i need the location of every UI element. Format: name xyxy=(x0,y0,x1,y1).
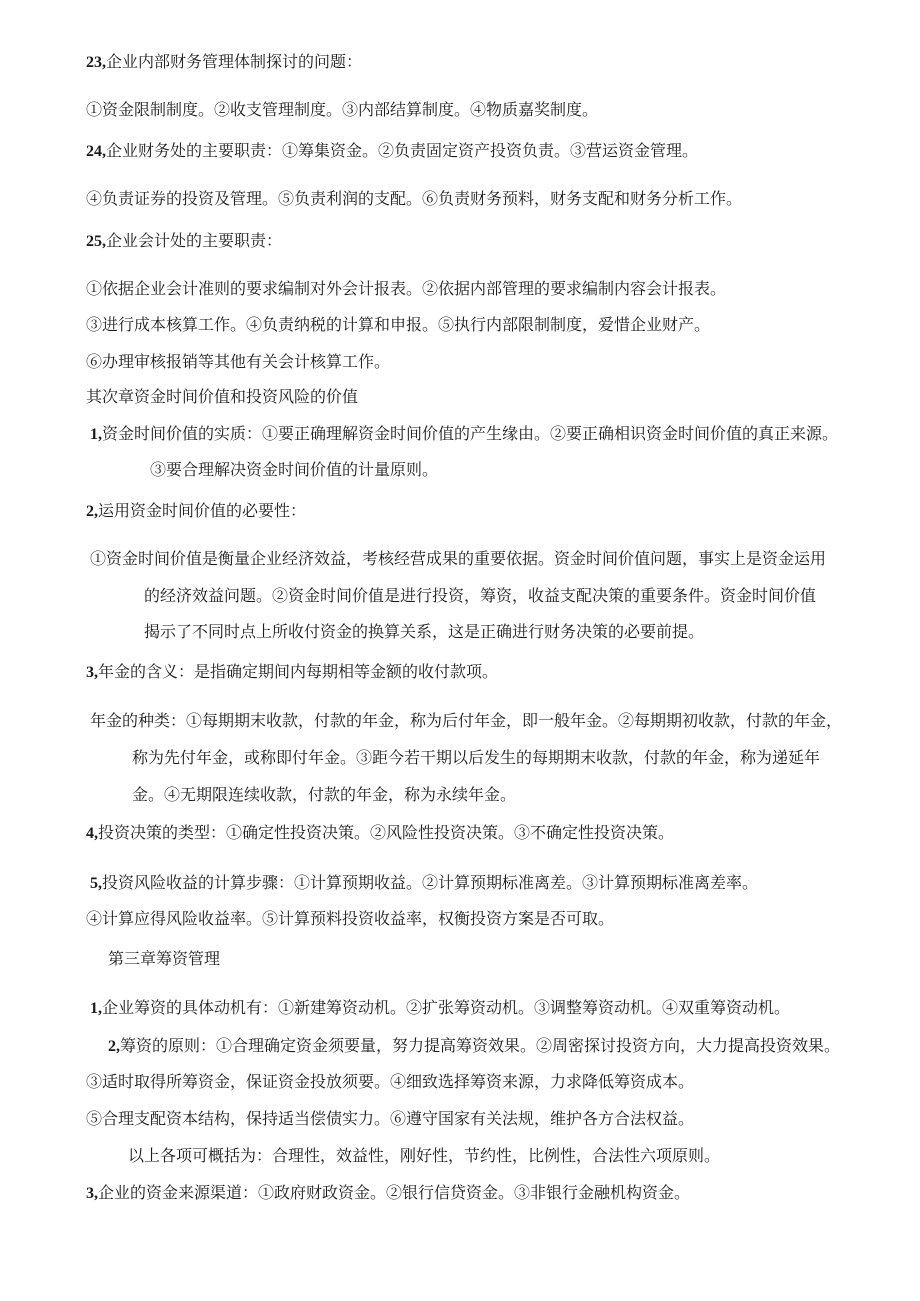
ch3-item-3: 3,企业的资金来源渠道：①政府财政资金。②银行信贷资金。③非银行金融机构资金。 xyxy=(86,1183,691,1202)
text-line: 金。④无期限连续收款，付款的年金，称为永续年金。 xyxy=(132,785,517,804)
text-line: ③要合理解决资金时间价值的计量原则。 xyxy=(150,460,439,479)
text-line: 揭示了不同时点上所收付资金的换算关系，这是正确进行财务决策的必要前提。 xyxy=(144,622,705,641)
text-line: 以上各项可概括为：合理性，效益性，刚好性，节约性，比例性，合法性六项原则。 xyxy=(128,1146,721,1165)
text-line: 年金的种类：①每期期末收款，付款的年金，称为后付年金，即一般年金。②每期期初收款，付款的年金， xyxy=(90,711,843,730)
chapter-3-title: 第三章筹资管理 xyxy=(108,949,221,968)
text-line: ①资金时间价值是衡量企业经济效益，考核经营成果的重要依据。资金时间价值问题，事实上是资金运用 xyxy=(90,549,827,568)
text-line: ①资金限制制度。②收支管理制度。③内部结算制度。④物质嘉奖制度。 xyxy=(86,100,599,119)
text-line: ⑤合理支配资本结构，保持适当偿债实力。⑥遵守国家有关法规，维护各方合法权益。 xyxy=(86,1109,695,1128)
text-line: ④计算应得风险收益率。⑤计算预料投资收益率，权衡投资方案是否可取。 xyxy=(86,909,615,928)
text-line: ⑥办理审核报销等其他有关会计核算工作。 xyxy=(86,352,391,371)
text-line: 称为先付年金，或称即付年金。③距今若干期以后发生的每期期末收款，付款的年金，称为递延年 xyxy=(132,748,821,767)
item-23-heading: 23,企业内部财务管理体制探讨的问题： xyxy=(86,52,363,71)
text-line: ①依据企业会计准则的要求编制对外会计报表。②依据内部管理的要求编制内容会计报表。 xyxy=(86,279,727,298)
ch2-item-1: 1,资金时间价值的实质：①要正确理解资金时间价值的产生缘由。②要正确相识资金时间价值的真正来源。 xyxy=(90,424,839,443)
ch2-item-4: 4,投资决策的类型：①确定性投资决策。②风险性投资决策。③不确定性投资决策。 xyxy=(86,823,675,842)
ch3-item-2: 2,筹资的原则：①合理确定资金须要量，努力提高筹资效果。②周密探讨投资方向，大力提高投资效果。 xyxy=(108,1036,841,1055)
ch2-item-5: 5,投资风险收益的计算步骤：①计算预期收益。②计算预期标准离差。③计算预期标准离差率。 xyxy=(90,873,759,892)
ch2-item-2: 2,运用资金时间价值的必要性： xyxy=(86,501,307,520)
ch2-item-3: 3,年金的含义：是指确定期间内每期相等金额的收付款项。 xyxy=(86,662,499,681)
text-line: ③进行成本核算工作。④负责纳税的计算和申报。⑤执行内部限制制度，爱惜企业财产。 xyxy=(86,315,711,334)
ch3-item-1: 1,企业筹资的具体动机有：①新建筹资动机。②扩张筹资动机。③调整筹资动机。④双重筹资动机。 xyxy=(90,998,791,1017)
chapter-2-title: 其次章资金时间价值和投资风险的价值 xyxy=(86,387,359,406)
text-line: ④负责证券的投资及管理。⑤负责利润的支配。⑥负责财务预料，财务支配和财务分析工作。 xyxy=(86,189,743,208)
text-line: 的经济效益问题。②资金时间价值是进行投资，筹资，收益支配决策的重要条件。资金时间价值 xyxy=(144,586,817,605)
item-24-heading: 24,企业财务处的主要职责：①筹集资金。②负责固定资产投资负责。③营运资金管理。 xyxy=(86,141,699,160)
item-25-heading: 25,企业会计处的主要职责： xyxy=(86,231,283,250)
text-line: ③适时取得所筹资金，保证资金投放须要。④细致选择筹资来源，力求降低筹资成本。 xyxy=(86,1072,695,1091)
